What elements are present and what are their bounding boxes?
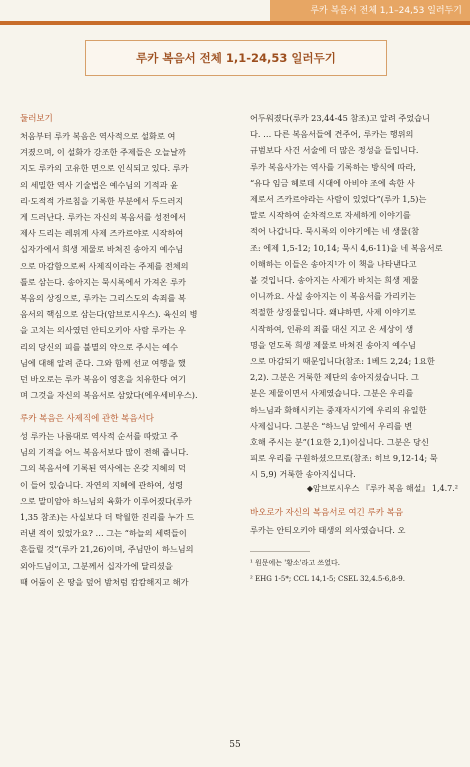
text-line: 분은 제물이면서 사제였습니다. 그분은 우리를 [250,388,414,399]
text-line: 던 바오로는 루카 복음이 영혼을 치유한다 여기 [20,374,186,385]
footnote-divider [250,551,310,552]
text-line: 틀로 삼는다. 송아지는 묵시록에서 가져온 루카 [20,276,186,287]
text-line: 으로 마감함으로써 사제직이라는 주제를 전체의 [20,260,189,271]
text-line: 2,2). 그분은 거룩한 제단의 송아지셨습니다. 그 [250,372,419,383]
page-number: 55 [229,740,241,750]
header-strip [0,21,470,25]
right-paragraph-2 [250,522,458,538]
text-line: 적어 나갑니다. 묵시록의 이야기에는 네 생물(참 [250,226,420,237]
text-line: 성 루카는 나름대로 역사적 순서를 따랐고 주 [20,431,178,441]
text-line: 복음의 상징으로, 루카는 그리스도의 속죄를 복 [20,293,186,304]
footnote-2: ² EHG 1-5*; CCL 14,1-5; CSEL 32,4.5-6,8-9. [250,575,405,583]
text-line: 리의 당신의 피를 불멸의 약으로 주시는 예수 [20,341,178,352]
text-line: 리·도적적 가르침을 기록한 부분에서 두드러지 [20,195,184,206]
text-line: 으로 말미암아 하느님의 육화가 이루어졌다(루카 [20,495,192,506]
left-paragraph-2 [20,428,228,590]
section-heading-priesthood: 루카 복음은 사제직에 관한 복음서다 [20,414,154,424]
text-line: 루카는 안티오키아 태생의 의사였습니다. 오 [250,525,406,535]
text-line: 의 세밀한 역사 기술법은 예수님의 기적과 윤 [20,179,178,190]
text-line: 루카 복음사가는 역사를 기록하는 방식에 따라, [250,161,416,172]
text-line: 음서의 핵심으로 삼는다(암브로시우스). 육신의 병 [20,309,198,320]
text-line: 적절한 상징물입니다. 왜냐하면, 사제 이야기로 [250,307,416,318]
text-line: 이 들어 있습니다. 자연의 지혜에 관하여, 성령 [20,479,184,490]
text-line: 십자가에서 희생 제물로 바쳐진 송아지 예수님 [20,244,184,255]
text-line: 제로서 즈카르야라는 사람이 있었다”(루카 1,5)는 [250,194,427,205]
text-line: 때 어둠이 온 땅을 덮어 밤처럼 캄캄해지고 해가 [20,576,189,587]
running-title: 루카 복음서 전체 1,1–24,53 일러두기 [310,6,462,16]
text-line: 며 그것을 자신의 복음서로 삼았다(에우세비우스). [20,390,198,401]
text-line: 을 고치는 의사였던 안티오키아 사람 루카는 우 [20,325,186,336]
title-box [85,40,387,76]
text-line: “유다 임금 헤로데 시대에 아비야 조에 속한 사 [250,177,415,188]
text-line: 으로 마감되기 때문입니다(참조: 1베드 2,24; 1요한 [250,356,435,367]
footnote-1: ¹ 원문에는 '황소'라고 쓰였다. [250,559,340,567]
text-line: 제사 드리는 레위계 사제 즈카르야로 시작하여 [20,228,184,239]
text-line: 조: 에제 1,5-12; 10,14; 묵시 4,6-11)을 네 복음서로 [250,242,443,253]
text-line: 시작하여, 인류의 죄를 대신 지고 온 세상이 생 [250,323,414,334]
header-bar [0,0,470,30]
section-heading-paul: 바오로가 자신의 복음서로 여긴 루카 복음 [250,508,404,518]
text-line: 이해하는 이들은 송아지¹가 이 책을 나타낸다고 [250,258,417,269]
text-line: 하느님과 화해시키는 중재자시기에 우리의 유일한 [250,404,427,415]
text-line: 이니까요. 사실 송아지는 이 복음서를 가리키는 [250,291,416,302]
text-line: 호해 주시는 분”(1요한 2,1)이십니다. 그분은 당신 [250,437,429,448]
text-line: 외아드님이고, 그분께서 십자가에 달리셨을 [20,560,173,571]
text-line: 흔들릴 것”(루카 21,26)이며, 주님만이 하느님의 [20,544,194,555]
text-line: 님의 기적을 어느 복음서보다 많이 전해 줍니다. [20,447,189,458]
page-title: 루카 복음서 전체 1,1-24,53 일러두기 [136,51,336,65]
text-line: 어두워졌다(루카 23,44-45 참조)고 알려 주었습니 [250,113,430,123]
text-line: 다. … 다른 복음서들에 견주어, 루카는 행위의 [250,129,414,140]
text-line: 그의 복음서에 기록된 역사에는 온갖 지혜의 덕 [20,463,186,474]
text-line: 1,35 참조)는 사실보다 더 탁월한 진리를 누가 드 [20,512,195,523]
text-line: 게 드러난다. 루카는 자신의 복음서를 성전에서 [20,212,186,223]
text-line: 피로 우리를 구원하셨으므로(참조: 히브 9,12-14; 묵 [250,453,438,464]
text-line: 규범보다 사건 서술에 더 많은 정성을 들입니다. [250,145,419,156]
text-line: 지도 루카의 고유한 면으로 인식되고 있다. 루카 [20,163,189,174]
right-paragraph-1 [250,110,458,483]
text-line: 처음부터 루카 복음은 역사적으로 설화로 여 [20,131,176,141]
text-line: 시 5,9) 거룩한 송아지십니다. [250,469,356,480]
text-line: 러낸 적이 있었가요? … 그는 “하늘의 세력들이 [20,528,187,539]
text-line: 님에 대해 알려 준다. 그와 함께 선교 여행을 했 [20,357,186,368]
section-heading-overview: 둘러보기 [20,114,53,124]
text-line: 명을 얻도록 희생 제물로 바쳐진 송아지 예수님 [250,339,416,350]
text-line: 말로 시작하여 순차적으로 자세하게 이야기를 [250,210,411,221]
left-paragraph-1 [20,128,228,403]
text-line: 겨졌으며, 이 설화가 강조한 주제들은 오늘날까 [20,147,186,158]
attribution: ◆암브로시우스 『루카 복음 해설』 1,4.7.² [306,484,458,493]
text-line: 볼 것입니다. 송아지는 사제가 바치는 희생 제물 [250,275,419,286]
text-line: 사제십니다. 그분은 “하느님 앞에서 우리를 변 [250,420,413,431]
